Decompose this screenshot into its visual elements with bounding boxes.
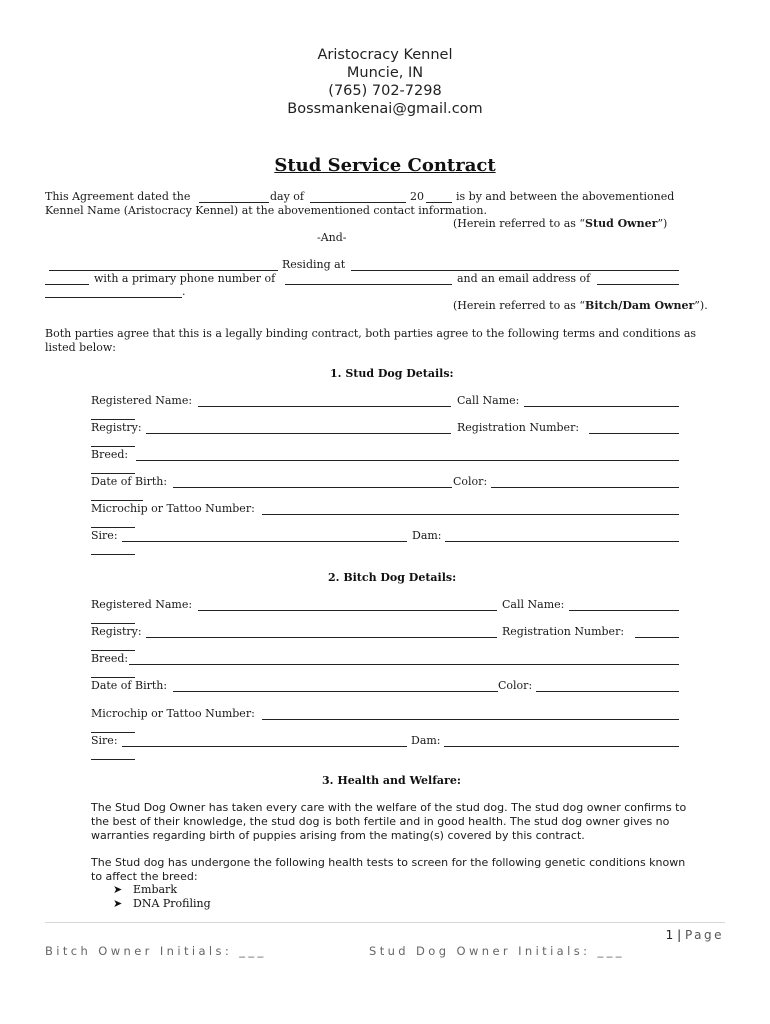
bitch-dob-field[interactable] <box>173 691 498 692</box>
day-of-label: day of <box>270 190 305 203</box>
kennel-phone: (765) 702-7298 <box>328 83 442 99</box>
agreement-statement-l1: Both parties agree that this is a legally binding contract, both parties agree to the following terms and conditions as <box>45 327 697 340</box>
stud-registration-number-field[interactable] <box>589 433 679 434</box>
herein-bitch-owner: (Herein referred to as “Bitch/Dam Owner”). <box>453 299 708 312</box>
bitch-breed-field[interactable] <box>129 664 679 665</box>
stud-sire-label: Sire: <box>91 529 118 542</box>
health-paragraph-l2: the best of their knowledge, the stud dog is both fertile and in good health. The stud dog owner gives no <box>91 815 670 828</box>
stud-sire-field[interactable] <box>122 541 407 542</box>
wrap-line <box>91 500 143 501</box>
wrap-line <box>91 527 135 528</box>
section2-heading: 2. Bitch Dog Details: <box>328 571 457 584</box>
bitch-owner-name-blank[interactable] <box>49 270 278 271</box>
email-blank-cont[interactable] <box>45 297 182 298</box>
bitch-registry-field[interactable] <box>146 637 497 638</box>
herein-stud-owner: (Herein referred to as “Stud Owner”) <box>453 217 668 230</box>
stud-registry-label: Registry: <box>91 421 142 434</box>
bitch-registered-name-field[interactable] <box>198 610 497 611</box>
address-blank-cont[interactable] <box>45 284 89 285</box>
footer-divider <box>45 922 725 923</box>
stud-dob-label: Date of Birth: <box>91 475 168 488</box>
bitch-color-field[interactable] <box>536 691 679 692</box>
stud-microchip-label: Microchip or Tattoo Number: <box>91 502 255 515</box>
bitch-registry-label: Registry: <box>91 625 142 638</box>
list-item <box>113 897 211 911</box>
bitch-microchip-label: Microchip or Tattoo Number: <box>91 707 255 720</box>
arrowhead-bullet-icon: ➤ <box>113 883 123 896</box>
arrowhead-bullet-icon: ➤ <box>113 897 123 910</box>
phone-label: with a primary phone number of <box>94 272 276 285</box>
bitch-dob-label: Date of Birth: <box>91 679 168 692</box>
wrap-line <box>91 650 135 651</box>
bitch-breed-label: Breed: <box>91 652 129 665</box>
stud-owner-initials: Stud Dog Owner Initials: ___ <box>369 944 625 958</box>
tests-paragraph-l1: The Stud dog has undergone the following health tests to screen for the following genetic conditions known <box>91 856 686 869</box>
bitch-sire-label: Sire: <box>91 734 118 747</box>
stud-dob-field[interactable] <box>173 487 452 488</box>
bullet-text: DNA Profiling <box>133 897 211 910</box>
stud-registered-name-field[interactable] <box>198 406 451 407</box>
page-number: 1 | Page <box>665 928 724 942</box>
agreement-dated-label: This Agreement dated the <box>45 190 191 203</box>
list-item <box>113 883 177 897</box>
kennel-city: Muncie, IN <box>346 65 424 81</box>
stud-breed-label: Breed: <box>91 448 129 461</box>
section3-heading: 3. Health and Welfare: <box>322 774 461 787</box>
health-paragraph-l1: The Stud Dog Owner has taken every care with the welfare of the stud dog. The stud dog owner confirms to <box>91 801 687 814</box>
wrap-line <box>91 623 135 624</box>
and-separator: -And- <box>317 231 347 244</box>
year-blank[interactable] <box>426 202 452 203</box>
section1-heading: 1. Stud Dog Details: <box>330 367 454 380</box>
address-blank[interactable] <box>351 270 679 271</box>
email-blank[interactable] <box>597 284 679 285</box>
line-period: . <box>182 285 186 298</box>
bitch-registration-number-field[interactable] <box>635 637 679 638</box>
health-paragraph-l3: warranties regarding birth of puppies arising from the mating(s) covered by this contract. <box>91 829 585 842</box>
bitch-sire-field[interactable] <box>122 746 407 747</box>
agreement-statement-l2: listed below: <box>45 341 116 354</box>
wrap-line <box>91 473 135 474</box>
wrap-line <box>91 759 135 760</box>
wrap-line <box>91 554 135 555</box>
day-blank[interactable] <box>199 202 269 203</box>
wrap-line <box>91 677 135 678</box>
kennel-name-line: Kennel Name (Aristocracy Kennel) at the abovementioned contact information. <box>45 204 487 217</box>
bitch-color-label: Color: <box>498 679 533 692</box>
stud-microchip-field[interactable] <box>262 514 679 515</box>
kennel-name: Aristocracy Kennel <box>317 47 453 63</box>
stud-breed-field[interactable] <box>136 460 679 461</box>
stud-registered-name-label: Registered Name: <box>91 394 193 407</box>
wrap-line <box>91 446 135 447</box>
year-prefix: 20 <box>410 190 424 203</box>
bitch-dam-label: Dam: <box>411 734 441 747</box>
contract-title: Stud Service Contract <box>274 155 496 176</box>
stud-registration-number-label: Registration Number: <box>457 421 580 434</box>
stud-color-field[interactable] <box>491 487 679 488</box>
bitch-registered-name-label: Registered Name: <box>91 598 193 611</box>
stud-call-name-field[interactable] <box>524 406 679 407</box>
month-blank[interactable] <box>310 202 406 203</box>
bitch-registration-number-label: Registration Number: <box>502 625 625 638</box>
between-label: is by and between the abovementioned <box>456 190 675 203</box>
tests-paragraph-l2: to affect the breed: <box>91 870 198 883</box>
phone-blank[interactable] <box>285 284 452 285</box>
stud-call-name-label: Call Name: <box>457 394 520 407</box>
bitch-microchip-field[interactable] <box>262 719 679 720</box>
bitch-call-name-label: Call Name: <box>502 598 565 611</box>
bitch-dam-field[interactable] <box>444 746 679 747</box>
email-label: and an email address of <box>457 272 591 285</box>
wrap-line <box>91 419 135 420</box>
stud-dam-field[interactable] <box>445 541 679 542</box>
residing-label: Residing at <box>282 258 346 271</box>
stud-registry-field[interactable] <box>146 433 451 434</box>
wrap-line <box>91 732 135 733</box>
bitch-owner-initials: Bitch Owner Initials: ___ <box>45 944 267 958</box>
stud-dam-label: Dam: <box>412 529 442 542</box>
bullet-text: Embark <box>133 883 177 896</box>
bitch-call-name-field[interactable] <box>569 610 679 611</box>
kennel-email: Bossmankenai@gmail.com <box>287 101 483 117</box>
stud-color-label: Color: <box>453 475 488 488</box>
